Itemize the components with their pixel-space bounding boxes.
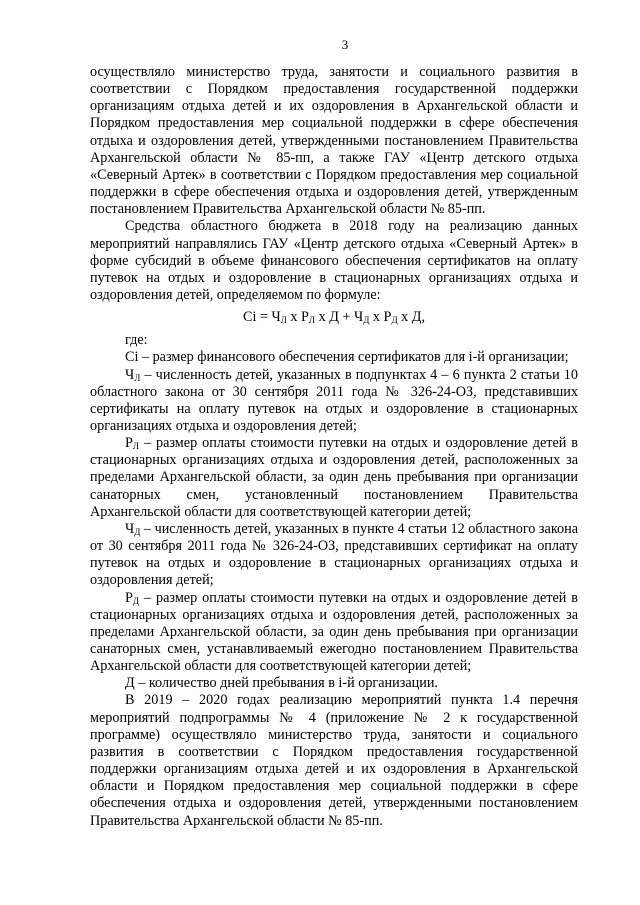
definition-ci: Ci – размер финансового обеспечения сертификатов для i-й организации; bbox=[125, 349, 569, 366]
formula: $Ci = Ч_Л$ х $Р_Л$ х $Д + Ч_Д$ х $Р_Д$ х Д, bbox=[243, 309, 425, 326]
paragraph-budget-funds: Средства областного бюджета в 2018 году на реализацию данных мероприятий направлялись ГАУ «Центр детского отдыха «Северный Артек» в форме субсидий в объеме финансового обеспечения сертификатов на оплату путевок на отдых и оздоровление в стационарных организациях отдыха и оздоровления детей, определяемом по формуле: bbox=[90, 218, 578, 304]
paragraph-continuation: осуществляло министерство труда, занятости и социального развития в соответствии с Порядком предоставления государственной поддержки организациям отдыха детей и их оздоровления в Архангельской области и Порядком предоставления мер социальной поддержки в сфере обеспечения отдыха и оздоровления детей, утвержденными постановлением Правительства Архангельской области № 85-пп, а также ГАУ «Центр детского отдыха «Северный Артек» в соответствии с Порядком предоставления мер социальной поддержки в сфере обеспечения отдыха и оздоровления детей, утвержденным постановлением Правительства Архангельской области № 85-пп. bbox=[90, 64, 578, 218]
definition-chl: $Ч_Л$ – численность детей, указанных в подпунктах 4 – 6 пункта 2 статьи 10 областного закона от 30 сентября 2011 года № 326-24-ОЗ, представивших сертификаты на оплату путевок на отдых и оздоровление в стационарных организациях отдыха и оздоровления детей; bbox=[90, 366, 578, 434]
paragraph-2019-2020: В 2019 – 2020 годах реализацию мероприятий пункта 1.4 перечня мероприятий подпрограммы № 4 (приложение № 2 к государственной программе) осуществляло министерство труда, занятости и социального развития в соответствии с Порядком предоставления государственной поддержки организациям отдыха детей и их оздоровления в Архангельской области и Порядком предоставления мер социальной поддержки в сфере обеспечения отдыха и оздоровления детей, утвержденными постановлением Правительства Архангельской области № 85-пп. bbox=[90, 692, 578, 829]
definition-rl: $Р_Л$ – размер оплаты стоимости путевки на отдых и оздоровление детей в стационарных организациях отдыха и оздоровления детей, расположенных за пределами Архангельской области, за один день пребывания при организации санаторных смен, установленный постановлением Правительства Архангельской области для соответствующей категории детей; bbox=[90, 435, 578, 520]
definition-chd: $Ч_Д$ – численность детей, указанных в пункте 4 статьи 12 областного закона от 30 сентября 2011 года № 326-24-ОЗ, представивших сертификат на оплату путевок на отдых и оздоровление в стационарных организациях отдыха и оздоровления детей; bbox=[90, 520, 578, 589]
where-label: где: bbox=[125, 332, 148, 349]
page-number: 3 bbox=[341, 37, 349, 52]
definition-d: Д – количество дней пребывания в i-й организации. bbox=[125, 675, 438, 692]
definition-rd: $Р_Д$ – размер оплаты стоимости путевки на отдых и оздоровление детей в стационарных организациях отдыха и оздоровления детей, расположенных за пределами Архангельской области, за один день пребывания при организации санаторных смен, устанавливаемый ежегодно постановлением Правительства Архангельской области для соответствующей категории детей; bbox=[90, 589, 578, 675]
